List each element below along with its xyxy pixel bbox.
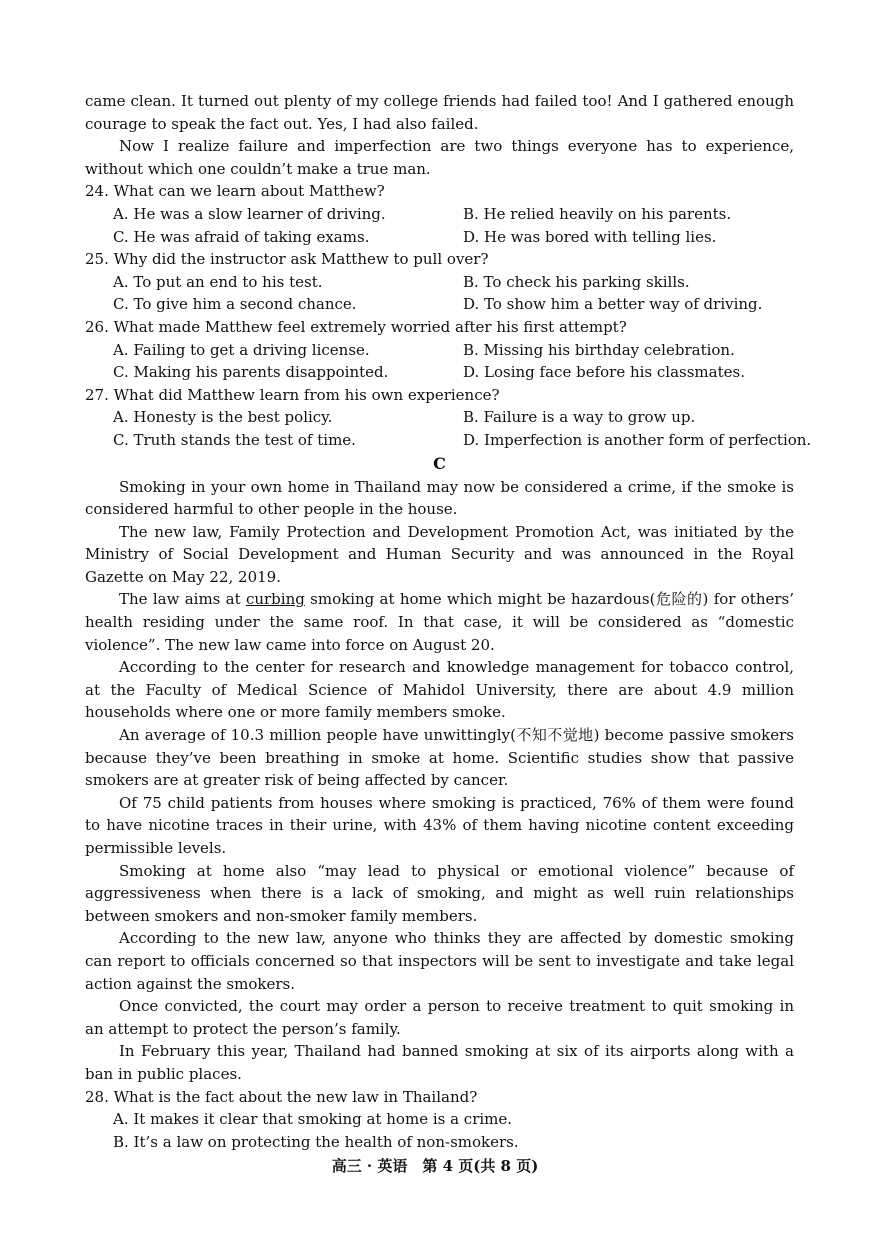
question-25 <box>85 248 794 316</box>
option-d: D. To show him a better way of driving. <box>463 295 763 314</box>
passage-paragraph: The new law, Family Protection and Development Promotion Act, was initiated by the Ministry of Social Development and Human Security and was announced in the Royal Gazette on May 22, 2019. <box>85 522 794 586</box>
passage-paragraph: According to the center for research and knowledge management for tobacco control, at the Faculty of Medical Science of Mahidol University, there are about 4.9 million households where one or more family members smoke. <box>85 658 794 722</box>
option-a: A. Failing to get a driving license. <box>113 340 370 359</box>
option-c: C. To give him a second chance. <box>113 295 357 314</box>
option-a: A. Honesty is the best policy. <box>113 408 333 427</box>
option-b: B. Failure is a way to grow up. <box>463 408 696 427</box>
option-c: C. He was afraid of taking exams. <box>113 227 370 246</box>
question-stem: 26. What made Matthew feel extremely worried after his first attempt? <box>85 317 627 336</box>
option-a: A. To put an end to his test. <box>113 272 323 291</box>
option-d: D. He was bored with telling lies. <box>463 227 717 246</box>
passage-paragraph <box>85 588 794 656</box>
question-stem: 25. Why did the instructor ask Matthew to pull over? <box>85 250 489 269</box>
question-stem: 27. What did Matthew learn from his own experience? <box>85 385 500 404</box>
option-c: C. Truth stands the test of time. <box>113 430 356 449</box>
passage-paragraph: Smoking at home also “may lead to physical or emotional violence” because of aggressiveness when there is a lack of smoking, and might as well ruin relationships between smokers and non-smoker family members. <box>85 861 794 925</box>
question-26 <box>85 316 794 384</box>
passage-paragraph: came clean. It turned out plenty of my college friends had failed too! And I gathered enough courage to speak the fact out. Yes, I had also failed. <box>85 92 794 133</box>
passage-paragraph: According to the new law, anyone who thinks they are affected by domestic smoking can report to officials concerned so that inspectors will be sent to investigate and take legal action against the smokers. <box>85 929 794 993</box>
exam-page <box>85 90 812 1153</box>
question-stem: 24. What can we learn about Matthew? <box>85 182 385 201</box>
question-28 <box>85 1086 794 1154</box>
passage-paragraph: In February this year, Thailand had banned smoking at six of its airports along with a ban in public places. <box>85 1042 794 1083</box>
option-a: A. He was a slow learner of driving. <box>113 204 386 223</box>
passage-paragraph: Smoking in your own home in Thailand may now be considered a crime, if the smoke is considered harmful to other people in the house. <box>85 477 794 519</box>
passage-paragraph: Now I realize failure and imperfection are two things everyone has to experience, without which one couldn’t make a true man. <box>85 137 794 178</box>
question-24 <box>85 180 794 248</box>
option-c: C. Making his parents disappointed. <box>113 363 389 382</box>
passage-paragraph: Once convicted, the court may order a person to receive treatment to quit smoking in an attempt to protect the person’s family. <box>85 997 794 1038</box>
option-d: D. Losing face before his classmates. <box>463 363 745 382</box>
passage-text: smoking at home which might be hazardous(危险的) for others’ health residing under the same roof. In that case, it will be considered as “domestic violence”. The new law came into force on August 20. <box>85 590 794 654</box>
option-b: B. To check his parking skills. <box>463 272 690 291</box>
question-stem: 28. What is the fact about the new law in Thailand? <box>85 1087 478 1106</box>
passage-paragraph: Of 75 child patients from houses where smoking is practiced, 76% of them were found to have nicotine traces in their urine, with 43% of them having nicotine content exceeding permissible levels. <box>85 793 794 857</box>
passage-text: The law aims at <box>119 590 246 609</box>
passage-paragraph: An average of 10.3 million people have unwittingly(不知不觉地) become passive smokers because they’ve been breathing in smoke at home. Scientific studies show that passive smokers are at greater risk of being affected by cancer. <box>85 726 794 790</box>
option-d: D. Imperfection is another form of perfection. <box>463 430 812 449</box>
option-b: B. He relied heavily on his parents. <box>463 204 732 223</box>
option-b: B. Missing his birthday celebration. <box>463 340 735 359</box>
option-b: B. It’s a law on protecting the health of non-smokers. <box>113 1132 519 1151</box>
question-27 <box>85 384 812 452</box>
option-a: A. It makes it clear that smoking at home is a crime. <box>113 1110 513 1129</box>
page-footer: 高三 · 英语 第 4 页(共 8 页) <box>331 1157 539 1175</box>
section-c-heading: C <box>433 453 446 473</box>
underlined-word: curbing <box>245 590 305 609</box>
